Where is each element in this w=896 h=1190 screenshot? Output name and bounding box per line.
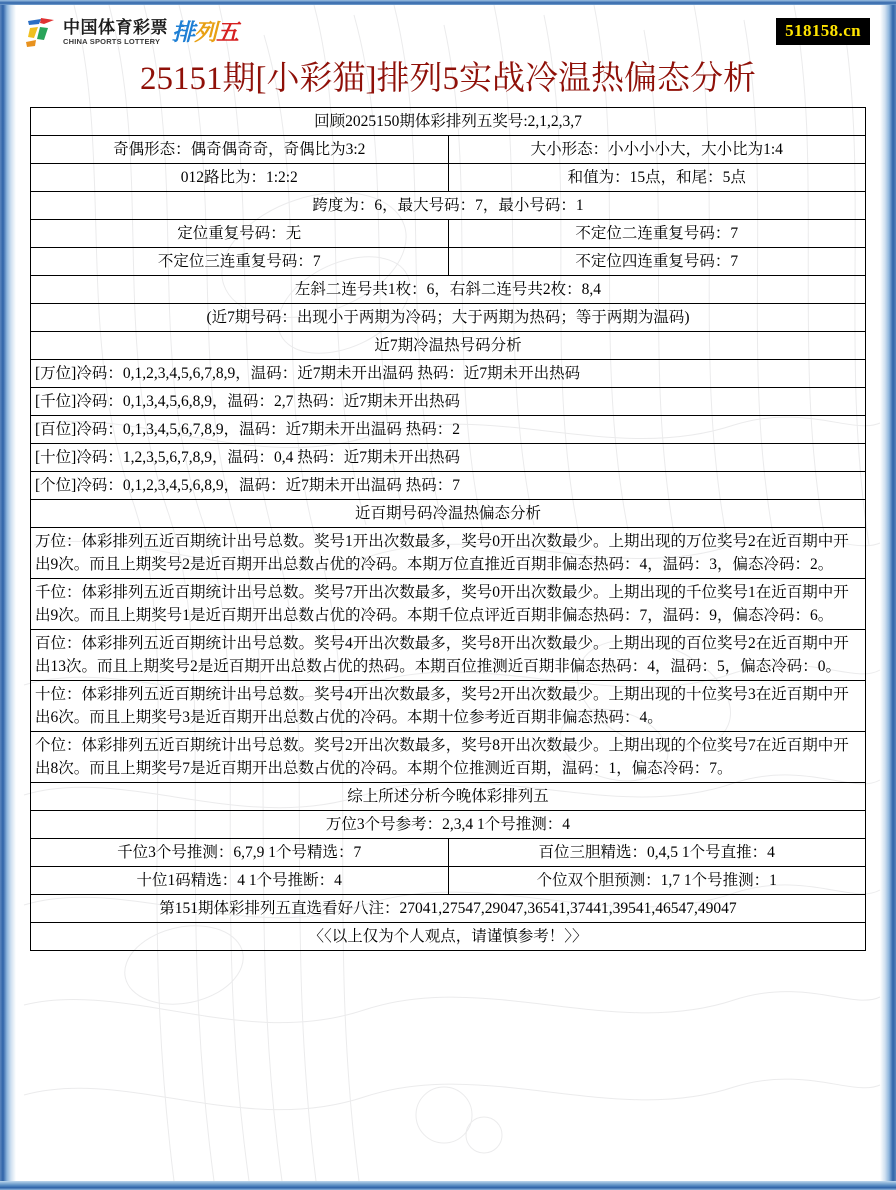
summary-cell: 十位1码精选：4 1个号推断：4: [31, 867, 449, 895]
review-cell: 不定位二连重复号码：7: [448, 220, 866, 248]
recent7-line: [十位]冷码：1,2,3,5,6,7,8,9，温码：0,4 热码：近7期未开出热码: [31, 444, 866, 472]
brand-name-cn: 中国体育彩票: [63, 18, 168, 37]
table-row: [31, 783, 866, 811]
table-row: [31, 528, 866, 579]
hundred-paragraph: 万位：体彩排列五近百期统计出号总数。奖号1开出次数最多，奖号0开出次数最少。上期出现的万位奖号2在近百期中开出9次。而且上期奖号2是近百期开出总数占优的冷码。本期万位直推近百期非偏态热码：4，温码：3，偏态冷码：2。: [31, 528, 866, 579]
analysis-table: [30, 107, 866, 951]
page-header: [14, 5, 882, 57]
picks-row: 第151期体彩排列五直选看好八注：27041,27547,29047,36541,37441,39541,46547,49047: [31, 895, 866, 923]
table-row: [31, 164, 866, 192]
brand-text: [63, 18, 168, 46]
review-cell-full: 跨度为：6，最大号码：7，最小号码：1: [31, 192, 866, 220]
summary-cell: 百位三胆精选：0,4,5 1个号直推：4: [448, 839, 866, 867]
brand-name-en: CHINA SPORTS LOTTERY: [63, 37, 161, 46]
table-row: [31, 108, 866, 136]
table-row: [31, 630, 866, 681]
hundred-paragraph: 十位：体彩排列五近百期统计出号总数。奖号4开出次数最多，奖号2开出次数最少。上期出现的十位奖号3在近百期中开出6次。而且上期奖号3是近百期开出总数占优的冷码。本期十位参考近百期非偏态热码：4。: [31, 681, 866, 732]
review-heading: 回顾2025150期体彩排列五奖号:2,1,2,3,7: [31, 108, 866, 136]
summary-heading: 综上所述分析今晚体彩排列五: [31, 783, 866, 811]
review-cell: 不定位三连重复号码：7: [31, 248, 449, 276]
table-row: [31, 332, 866, 360]
table-row: [31, 248, 866, 276]
table-row: [31, 811, 866, 839]
review-cell: 奇偶形态：偶奇偶奇奇，奇偶比为3:2: [31, 136, 449, 164]
table-row: [31, 276, 866, 304]
table-row: [31, 579, 866, 630]
content-area: [14, 5, 882, 1181]
table-row: [31, 732, 866, 783]
page-title: 25151期[小彩猫]排列5实战冷温热偏态分析: [140, 61, 756, 97]
table-row: [31, 472, 866, 500]
review-note: (近7期号码：出现小于两期为冷码；大于两期为热码；等于两期为温码): [31, 304, 866, 332]
table-row: [31, 388, 866, 416]
recent7-line: [个位]冷码：0,1,2,3,4,5,6,8,9，温码：近7期未开出温码 热码：7: [31, 472, 866, 500]
table-row: [31, 444, 866, 472]
summary-cell-full: 万位3个号参考：2,3,4 1个号推测：4: [31, 811, 866, 839]
pl5-char-1: 排: [172, 19, 194, 45]
hundred-paragraph: 个位：体彩排列五近百期统计出号总数。奖号2开出次数最多，奖号8开出次数最少。上期出现的个位奖号7在近百期中开出8次。而且上期奖号7是近百期开出总数占优的冷码。本期个位推测近百期，温码：1，偏态冷码：7。: [31, 732, 866, 783]
table-row: [31, 192, 866, 220]
hundred-heading: 近百期号码冷温热偏态分析: [31, 500, 866, 528]
table-row: [31, 867, 866, 895]
table-row: [31, 220, 866, 248]
pl5-char-3: 五: [216, 19, 238, 45]
pailie5-logo-text: [172, 19, 238, 45]
pl5-char-2: 列: [194, 19, 216, 45]
hundred-paragraph: 百位：体彩排列五近百期统计出号总数。奖号4开出次数最多，奖号8开出次数最少。上期出现的百位奖号2在近百期中开出13次。而且上期奖号2是近百期开出总数占优的热码。本期百位推测近百期非偏态热码：4，温码：5，偏态冷码：0。: [31, 630, 866, 681]
review-cell: 不定位四连重复号码：7: [448, 248, 866, 276]
review-cell-full: 左斜二连号共1枚：6，右斜二连号共2枚：8,4: [31, 276, 866, 304]
recent7-line: [万位]冷码：0,1,2,3,4,5,6,7,8,9，温码：近7期未开出温码 热码：近7期未开出热码: [31, 360, 866, 388]
table-row: [31, 923, 866, 951]
table-row: [31, 136, 866, 164]
site-url-badge: 518158.cn: [776, 18, 870, 45]
review-cell: 大小形态：小小小小大，大小比为1:4: [448, 136, 866, 164]
recent7-line: [百位]冷码：0,1,3,4,5,6,7,8,9，温码：近7期未开出温码 热码：2: [31, 416, 866, 444]
brand-logo: [24, 13, 238, 51]
recent7-heading: 近7期冷温热号码分析: [31, 332, 866, 360]
recent7-line: [千位]冷码：0,1,3,4,5,6,8,9，温码：2,7 热码：近7期未开出热码: [31, 388, 866, 416]
table-row: [31, 416, 866, 444]
table-row: [31, 360, 866, 388]
review-cell: 012路比为：1:2:2: [31, 164, 449, 192]
table-row: [31, 895, 866, 923]
table-row: [31, 681, 866, 732]
table-row: [31, 304, 866, 332]
summary-cell: 个位双个胆预测：1,7 1个号推测：1: [448, 867, 866, 895]
table-row: [31, 839, 866, 867]
review-cell: 定位重复号码：无: [31, 220, 449, 248]
summary-cell: 千位3个号推测：6,7,9 1个号精选：7: [31, 839, 449, 867]
table-row: [31, 500, 866, 528]
hundred-paragraph: 千位：体彩排列五近百期统计出号总数。奖号7开出次数最多，奖号0开出次数最少。上期出现的千位奖号1在近百期中开出9次。而且上期奖号1是近百期开出总数占优的冷码。本期千位点评近百期非偏态热码：7，温码：9，偏态冷码：6。: [31, 579, 866, 630]
review-cell: 和值为：15点，和尾：5点: [448, 164, 866, 192]
sports-lottery-logo-icon: [24, 15, 58, 49]
disclaimer: 〈〈以上仅为个人观点，请谨慎参考！〉〉: [31, 923, 866, 951]
